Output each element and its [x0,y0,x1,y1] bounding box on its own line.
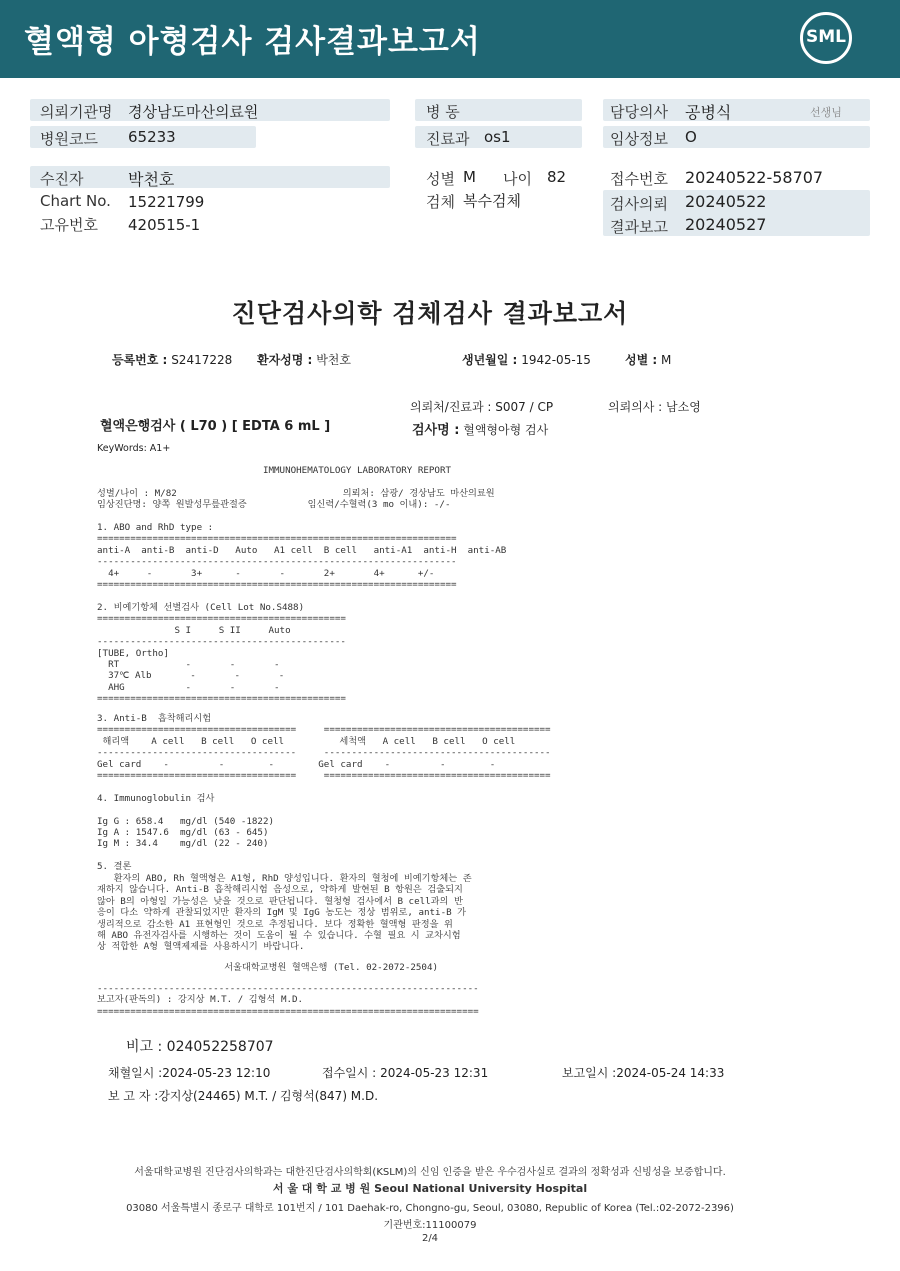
name-value: 박천호 [316,353,351,367]
uid-value: 420515-1 [128,216,201,234]
age-value: 82 [547,168,567,186]
document-title: 진단검사의학 검체검사 결과보고서 [231,299,629,328]
patient-row [30,166,390,188]
report-time-value: 2024-05-24 14:33 [616,1066,725,1080]
keywords: KeyWords: A1+ [97,443,171,454]
dept-label: 진료과 [426,130,470,148]
request-value: 20240522 [685,192,767,211]
reg-label: 등록번호 : [112,353,168,367]
sex-value-2: M [661,353,672,367]
test-name-label: 검사명 : [412,423,460,438]
dob-value: 1942-05-15 [521,353,591,367]
specimen-label: 검체 [426,193,455,211]
ward-label: 병 동 [426,103,460,121]
receipt-label: 접수번호 [610,170,668,188]
org-number: 기관번호:11100079 [383,1220,477,1231]
accept-label: 접수일시 : [322,1066,377,1080]
chart-value: 15221799 [128,193,205,211]
test-name-value: 혈액형아형 검사 [463,423,549,437]
age-label: 나이 [503,170,532,188]
sex-label-2: 성별 : [625,353,658,367]
dob-label: 생년월일 : [462,353,518,367]
referring-doctor: 의뢰의사 : 남소영 [608,400,701,414]
doctor-label: 담당의사 [610,103,668,121]
clinical-label: 임상정보 [610,130,668,148]
receipt-value: 20240522-58707 [685,168,824,187]
dept-value: os1 [484,128,511,146]
certification-text: 서울대학교병원 진단검사의학과는 대한진단검사의학회(KSLM)의 신임 인증을 받은 우수검사실로 결과의 정확성과 신빙성을 보증합니다. [134,1167,726,1178]
report-time-label: 보고일시 : [562,1066,617,1080]
hospital-address: 03080 서울특별시 종로구 대학로 101번지 / 101 Daehak-ro, Chongno-gu, Seoul, 03080, Republic of Korea (Tel.:02-2072-2396) [126,1203,734,1214]
sml-logo [800,12,852,64]
draw-value: 2024-05-23 12:10 [162,1066,271,1080]
name-label: 환자성명 : [257,353,313,367]
accept-value: 2024-05-23 12:31 [380,1066,489,1080]
sex-label: 성별 [426,170,455,188]
note-value: 024052258707 [166,1039,274,1055]
uid-label: 고유번호 [40,216,98,234]
reporter-label: 보 고 자 : [108,1089,159,1103]
patient-label: 수진자 [40,170,84,188]
page-number: 2/4 [421,1233,439,1244]
note-label: 비고 : [126,1039,163,1055]
reporter-block: --------------------------------------------------------------------- 보고자(판독의) : 강지상 M.T. / 김형석 M.D. ===================================================================== [97,983,479,1017]
patient-value: 박천호 [128,170,175,189]
lab-contact: 서울대학교병원 혈액은행 (Tel. 02-2072-2504) [97,962,439,973]
request-label: 검사의뢰 [610,195,668,213]
lab-report-block-1: IMMUNOHEMATOLOGY LABORATORY REPORT 성별/나이 : M/82 의뢰처: 삼광/ 경상남도 마산의료원 임상진단명: 양쪽 원발성무릎관절증 임신력/수혈력(3 mo 이내): -/- 1. ABO and RhD type : ================================================================= anti-A anti-B anti-D Auto A1 cell B cell anti-A1 anti-H anti-AB ----------------------------------------------------------------- 4+ - 3+ - - 2+ 4+ +/- ================================================================= 2. 비예기항체 선별검사 (Cell Lot No.S488) ============================================= S I S II Auto --------------------------------------------- [TUBE, Ortho] RT - - - 37℃ Alb - - - AHG - - - ============================================= [97,465,507,705]
test-title: 혈액은행검사 ( L70 ) [ EDTA 6 mL ] [100,419,331,434]
reporter-value: 강지상(24465) M.T. / 김형석(847) M.D. [158,1089,379,1103]
lab-report-block-2: 3. Anti-B 흡착해리시험 ==================================== ========================================= 해리액 A cell B cell O cell 세척액 A cell B cell O cell ------------------------------------ ----------------------------------------- Gel card - - - Gel card - - - ==================================== ========================================= 4. Immunoglobulin 검사 Ig G : 658.4 mg/dl (540 -1822) Ig A : 1547.6 mg/dl (63 - 645) Ig M : 34.4 mg/dl (22 - 240) 5. 결론 [97,713,551,873]
hospital-code-value: 65233 [128,128,176,146]
chart-label: Chart No. [40,192,111,210]
clinical-value: O [685,128,697,146]
logo-text: SML [806,27,846,47]
doctor-value: 공병식 [685,103,732,122]
sex-value: M [463,168,476,186]
hospital-name: 서 울 대 학 교 병 원 Seoul National University Hospital [272,1182,588,1195]
referral: 의뢰처/진료과 : S007 / CP [410,400,554,414]
conclusion-text: 환자의 ABO, Rh 혈액형은 A1형, RhD 양성입니다. 환자의 혈청에 비예기항체는 존 재하지 않습니다. Anti-B 흡착해리시험 음성으로, 약하게 발현된 B 항원은 검출되지 않아 B의 아형일 가능성은 낮을 것으로 판단됩니다. 혈청형 검사에서 B cell과의 반 응이 다소 약하게 관찰되었지만 환자의 IgM 및 IgG 농도는 정상 범위로, anti-B 가 생리적으로 감소한 A1 표현형인 것으로 추정됩니다. 보다 정확한 혈액형 판정을 위 해 ABO 유전자검사를 시행하는 것이 도움이 될 수 있습니다. 수혈 필요 시 교차시험 상 적합한 A형 혈액제제를 사용하시기 바랍니다. [97,873,472,953]
hospital-code-label: 병원코드 [40,130,98,148]
report-title: 혈액형 아형검사 검사결과보고서 [24,24,481,60]
draw-label: 채혈일시 : [108,1066,163,1080]
report-value: 20240527 [685,215,767,234]
report-label: 결과보고 [610,218,668,236]
specimen-value: 복수검체 [463,192,521,210]
report-header [0,0,900,78]
institution-label: 의뢰기관명 [40,103,113,121]
institution-value: 경상남도마산의료원 [128,103,259,121]
reg-value: S2417228 [171,353,233,367]
doctor-suffix: 선생님 [810,106,842,119]
